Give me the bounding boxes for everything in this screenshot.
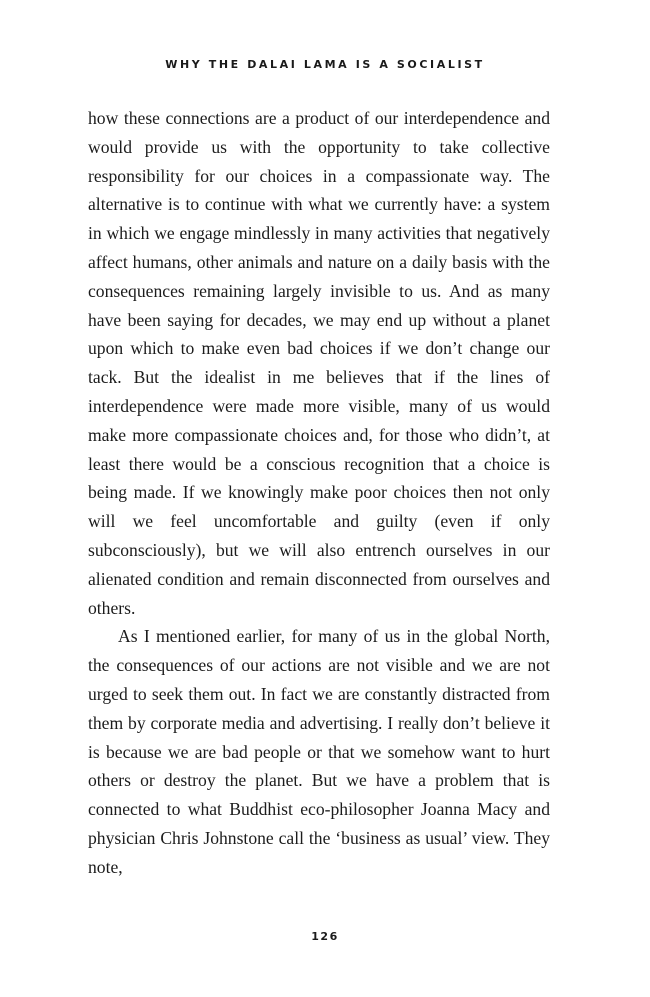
running-head-title: WHY THE DALAI LAMA IS A SOCIALIST [165, 58, 485, 71]
paragraph-continued: how these connections are a product of our interdependence and would provide us with the opportunity to take collective responsibility for our choices in a compassionate way. The alternative is to continue with what we currently have: a system in which we engage mindlessly in many activities that negatively affect humans, other animals and nature on a daily basis with the consequences remaining largely invisible to us. And as many have been saying for decades, we may end up without a planet upon which to make even bad choices if we don’t change our tack. But the idealist in me believes that if the lines of interdependence were made more visible, many of us would make more compassionate choices and, for those who didn’t, at least there would be a conscious recognition that a choice is being made. If we knowingly make poor choices then not only will we feel uncomfortable and guilty (even if only subconsciously), but we will also entrench ourselves in our alienated condition and remain disconnected from ourselves and others. [88, 108, 550, 618]
body-text [88, 104, 550, 882]
paragraph-indented: As I mentioned earlier, for many of us in the global North, the consequences of our actions are not visible and we are not urged to seek them out. In fact we are constantly distracted from them by corporate media and advertising. I really don’t believe it is because we are bad people or that we somehow want to hurt others or destroy the planet. But we have a problem that is connected to what Buddhist eco-philosopher Joanna Macy and physician Chris Johnstone call the ‘business as usual’ view. They note, [88, 626, 550, 877]
page-number: 126 [311, 930, 339, 943]
